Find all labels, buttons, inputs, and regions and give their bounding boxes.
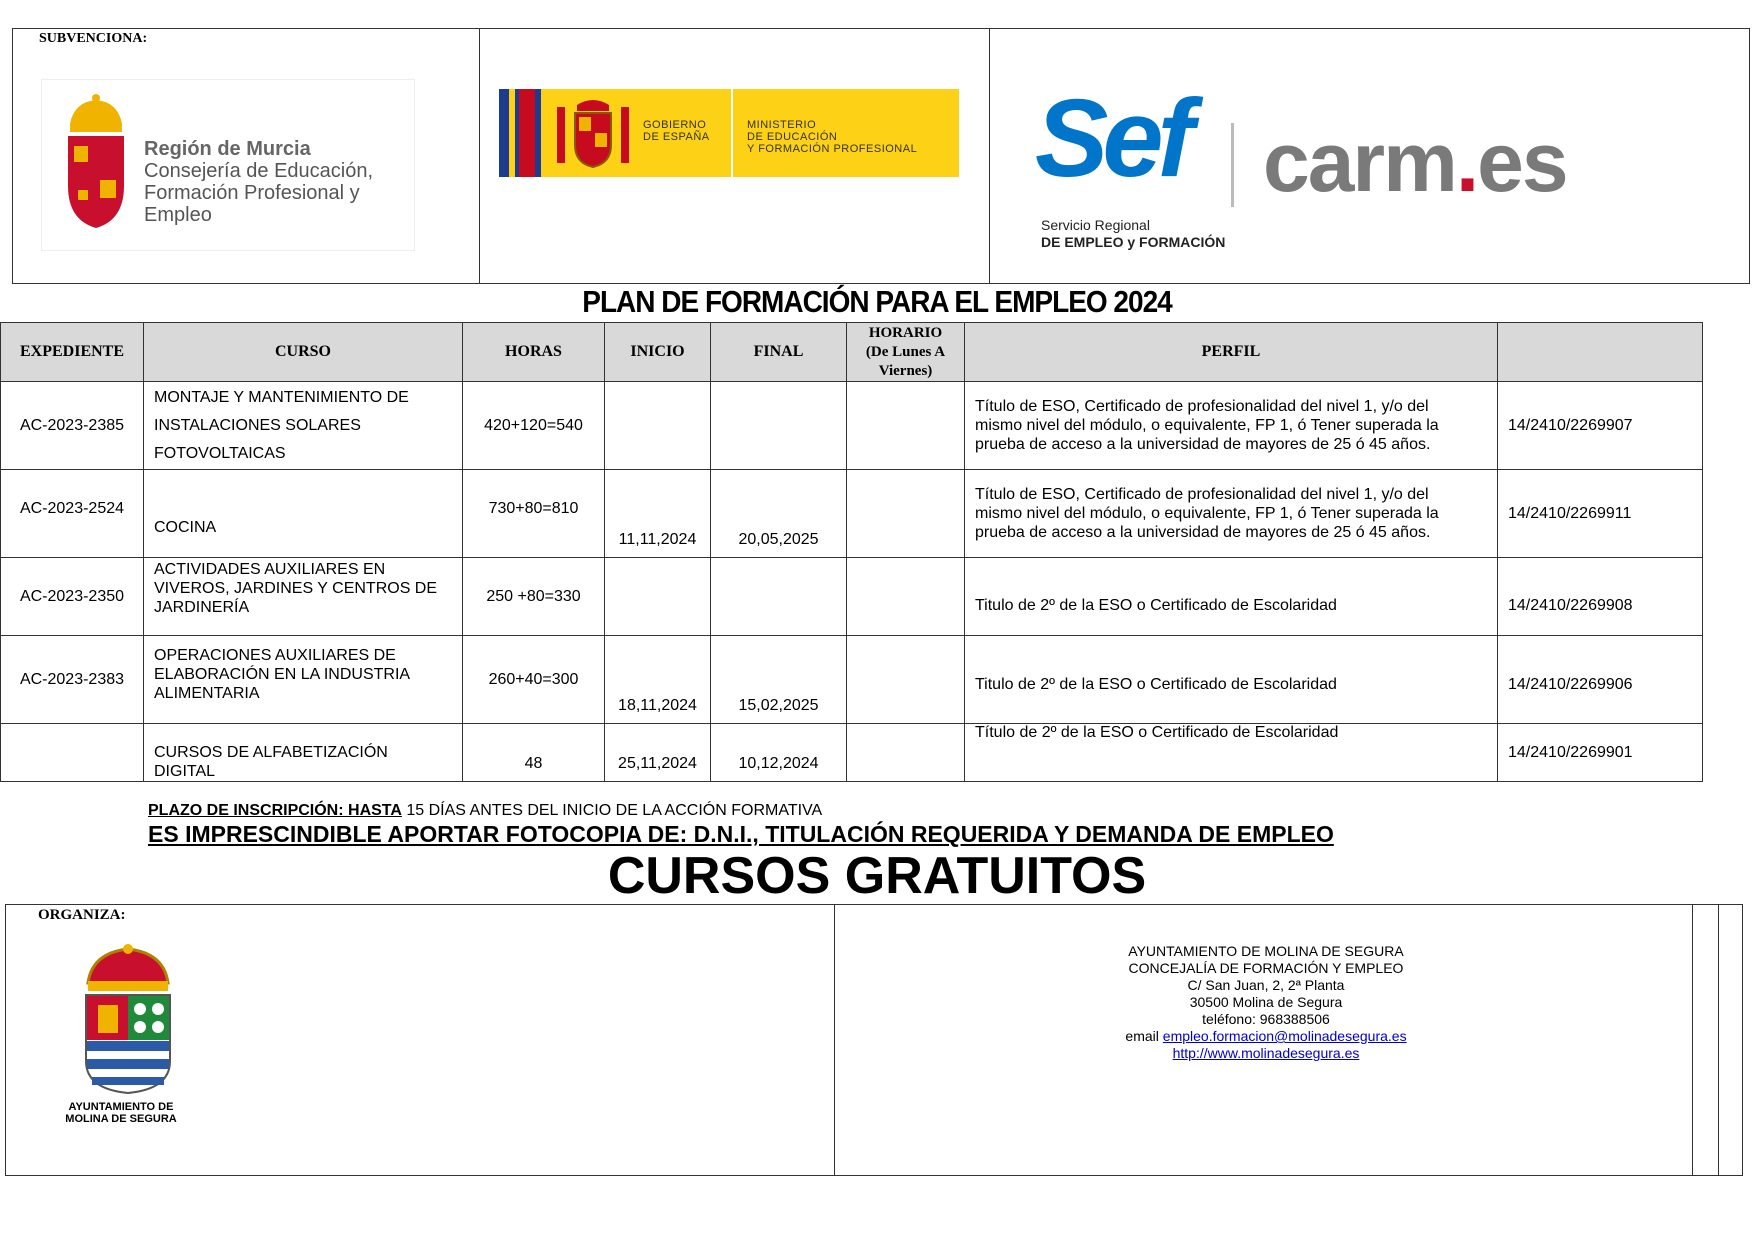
sef-logo: Sef xyxy=(1035,77,1189,200)
courses-table xyxy=(0,322,1703,782)
molina-crest-icon xyxy=(78,943,178,1095)
imprescindible-note: ES IMPRESCINDIBLE APORTAR FOTOCOPIA DE: D.N.I., TITULACIÓN REQUERIDA Y DEMANDA DE EMPLEO xyxy=(148,821,1334,847)
email-link[interactable]: empleo.formacion@molinadesegura.es xyxy=(1162,1028,1407,1044)
organiza-label: ORGANIZA: xyxy=(38,907,126,923)
contact-email-line: email empleo.formacion@molinadesegura.es xyxy=(1125,1028,1407,1044)
region-murcia-logo xyxy=(41,79,415,251)
curso-cell: CURSOS DE ALFABETIZACIÓN DIGITAL xyxy=(144,724,463,782)
murcia-line1: Región de Murcia xyxy=(144,138,311,160)
horario-cell xyxy=(847,558,965,636)
horario-cell xyxy=(847,636,965,724)
final-cell: 20,05,2025 xyxy=(711,470,847,558)
curso-cell: ACTIVIDADES AUXILIARES EN VIVEROS, JARDINES Y CENTROS DE JARDINERÍA xyxy=(144,558,463,636)
table-row xyxy=(1,724,1703,782)
expediente-cell: AC-2023-2383 xyxy=(1,636,144,724)
ministerio-text: MINISTERIO DE EDUCACIÓN Y FORMACIÓN PROFESIONAL xyxy=(747,119,918,155)
codigo-cell: 14/2410/2269901 xyxy=(1498,724,1703,782)
expediente-cell xyxy=(1,724,144,782)
footer-divider xyxy=(1692,905,1693,1175)
footer-divider xyxy=(834,905,835,1175)
perfil-cell: Título de 2º de la ESO o Certificado de Escolaridad xyxy=(965,724,1498,782)
plan-title: PLAN DE FORMACIÓN PARA EL EMPLEO 2024 xyxy=(582,284,1172,319)
spain-coat-of-arms-icon xyxy=(553,97,633,169)
contact-line: 30500 Molina de Segura xyxy=(1189,994,1343,1010)
murcia-line3: Formación Profesional y Empleo xyxy=(144,182,360,226)
table-header-row xyxy=(1,323,1703,382)
inicio-cell: 18,11,2024 xyxy=(605,636,711,724)
codigo-cell: 14/2410/2269906 xyxy=(1498,636,1703,724)
sef-subtitle: Servicio Regional DE EMPLEO y FORMACIÓN xyxy=(1041,217,1226,250)
codigo-cell: 14/2410/2269911 xyxy=(1498,470,1703,558)
contact-phone: teléfono: 968388506 xyxy=(1202,1011,1330,1027)
murcia-text xyxy=(144,138,414,226)
horas-cell: 420+120=540 xyxy=(463,382,605,470)
expediente-cell: AC-2023-2350 xyxy=(1,558,144,636)
col-curso: CURSO xyxy=(144,323,463,382)
murcia-line2: Consejería de Educación, xyxy=(144,160,374,182)
table-row xyxy=(1,470,1703,558)
horas-cell: 48 xyxy=(463,724,605,782)
col-codigo xyxy=(1498,323,1703,382)
final-cell: 10,12,2024 xyxy=(711,724,847,782)
codigo-cell: 14/2410/2269907 xyxy=(1498,382,1703,470)
website-link[interactable]: http://www.molinadesegura.es xyxy=(1172,1045,1360,1061)
carm-logo: carm.es xyxy=(1263,115,1567,209)
curso-cell: OPERACIONES AUXILIARES DE ELABORACIÓN EN LA INDUSTRIA ALIMENTARIA xyxy=(144,636,463,724)
horas-cell: 250 +80=330 xyxy=(463,558,605,636)
organizer-footer xyxy=(5,904,1743,1176)
contact-block xyxy=(1006,943,1526,1062)
gobierno-divider xyxy=(731,89,733,177)
col-horario: HORARIO (De Lunes A Viernes) xyxy=(847,323,965,382)
curso-cell: COCINA xyxy=(144,470,463,558)
table-row xyxy=(1,636,1703,724)
eu-stripe-icon xyxy=(499,89,509,177)
col-final: FINAL xyxy=(711,323,847,382)
murcia-crest-icon xyxy=(64,94,128,230)
contact-line: CONCEJALÍA DE FORMACIÓN Y EMPLEO xyxy=(1128,960,1404,976)
final-cell xyxy=(711,558,847,636)
perfil-cell: Título de ESO, Certificado de profesionalidad del nivel 1, y/o del mismo nivel del módulo, o equivalente, FP 1, ó Tener superada la prueba de acceso a la universidad de mayores de 25 ó 45 años. xyxy=(965,382,1498,470)
final-cell xyxy=(711,382,847,470)
table-row xyxy=(1,382,1703,470)
inicio-cell: 25,11,2024 xyxy=(605,724,711,782)
cursos-gratuitos-title: CURSOS GRATUITOS xyxy=(607,847,1147,905)
contact-line: C/ San Juan, 2, 2ª Planta xyxy=(1187,977,1345,993)
horas-cell: 260+40=300 xyxy=(463,636,605,724)
perfil-cell: Titulo de 2º de la ESO o Certificado de Escolaridad xyxy=(965,636,1498,724)
horas-cell: 730+80=810 xyxy=(463,470,605,558)
curso-cell: MONTAJE Y MANTENIMIENTO DE INSTALACIONES SOLARES FOTOVOLTAICAS xyxy=(144,382,463,470)
perfil-cell: Titulo de 2º de la ESO o Certificado de Escolaridad xyxy=(965,558,1498,636)
final-cell: 15,02,2025 xyxy=(711,636,847,724)
col-perfil: PERFIL xyxy=(965,323,1498,382)
inicio-cell xyxy=(605,382,711,470)
inicio-cell xyxy=(605,558,711,636)
col-horas: HORAS xyxy=(463,323,605,382)
gobierno-espana-logo xyxy=(499,89,959,177)
plazo-inscripcion: PLAZO DE INSCRIPCIÓN: HASTA 15 DÍAS ANTES DEL INICIO DE LA ACCIÓN FORMATIVA xyxy=(148,802,823,819)
col-inicio: INICIO xyxy=(605,323,711,382)
sef-divider xyxy=(1231,123,1234,207)
expediente-cell: AC-2023-2524 xyxy=(1,470,144,558)
col-expediente: EXPEDIENTE xyxy=(1,323,144,382)
contact-line: AYUNTAMIENTO DE MOLINA DE SEGURA xyxy=(1128,943,1404,959)
horario-cell xyxy=(847,470,965,558)
codigo-cell: 14/2410/2269908 xyxy=(1498,558,1703,636)
subvenciona-label: SUBVENCIONA: xyxy=(39,31,148,46)
horario-cell xyxy=(847,724,965,782)
expediente-cell: AC-2023-2385 xyxy=(1,382,144,470)
gobierno-text: GOBIERNO DE ESPAÑA xyxy=(643,119,710,143)
header-divider xyxy=(989,29,990,283)
molina-logo-text: AYUNTAMIENTO DE MOLINA DE SEGURA xyxy=(65,1101,177,1125)
sponsors-header xyxy=(12,28,1750,284)
header-divider xyxy=(479,29,480,283)
table-row xyxy=(1,558,1703,636)
inicio-cell: 11,11,2024 xyxy=(605,470,711,558)
horario-cell xyxy=(847,382,965,470)
footer-divider xyxy=(1718,905,1719,1175)
perfil-cell: Título de ESO, Certificado de profesionalidad del nivel 1, y/o del mismo nivel del módulo, o equivalente, FP 1, ó Tener superada la prueba de acceso a la universidad de mayores de 25 ó 45 años. xyxy=(965,470,1498,558)
